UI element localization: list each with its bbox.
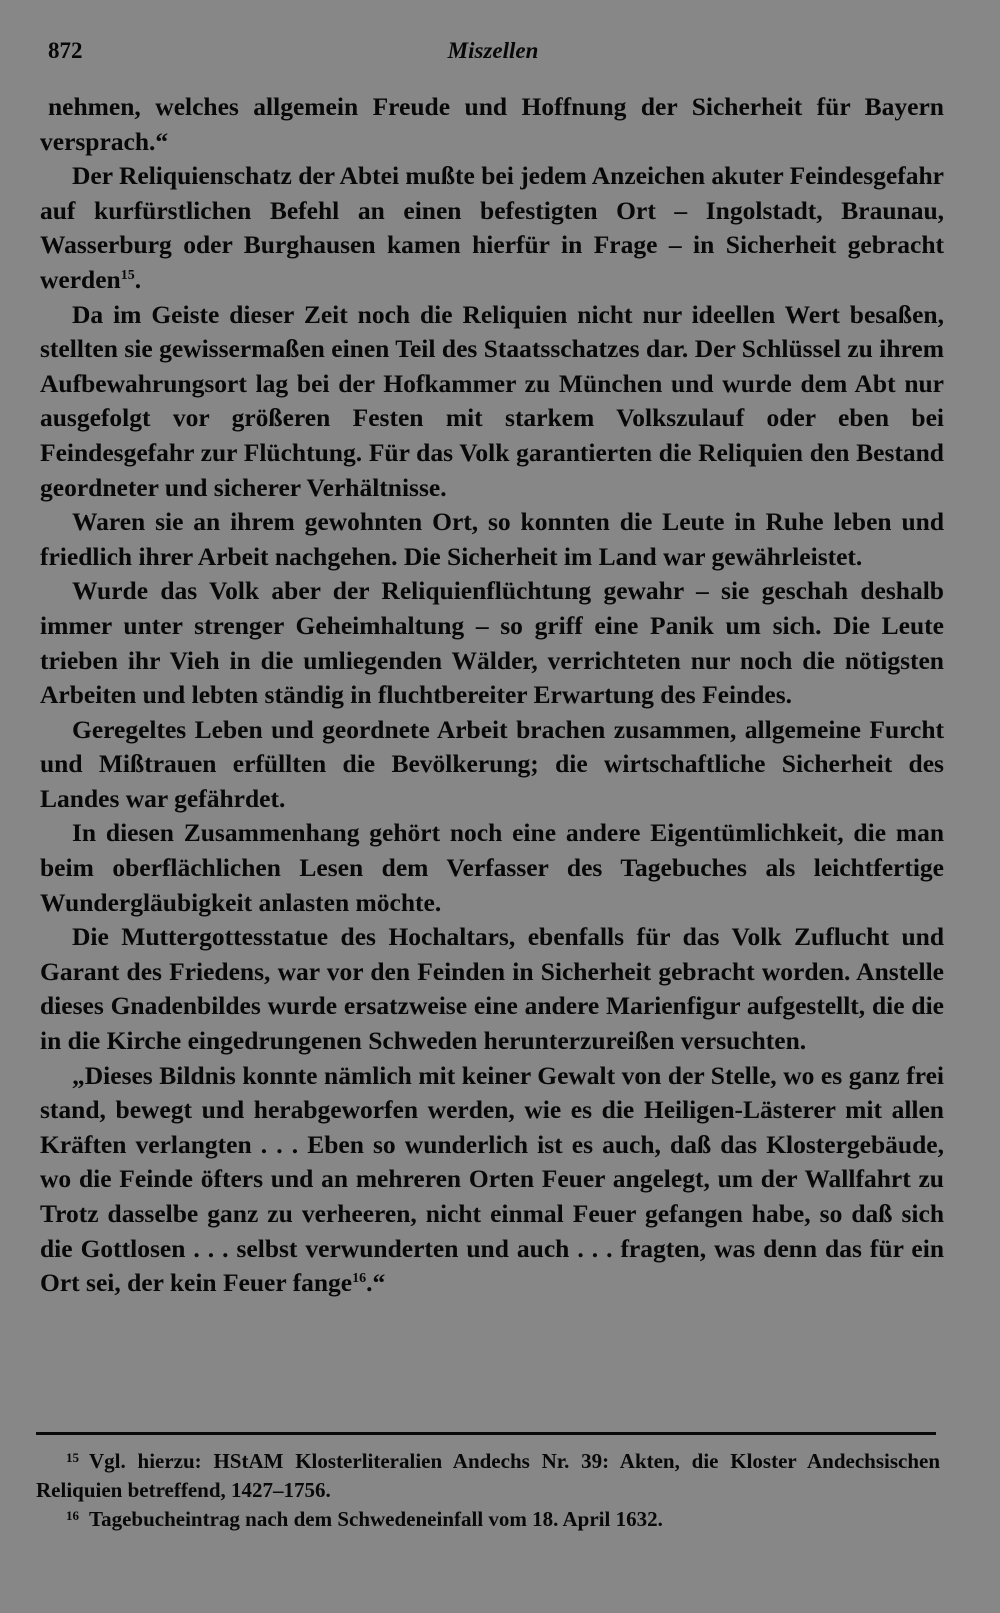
body-text — [40, 90, 944, 1301]
paragraph: In diesen Zusammenhang gehört noch eine andere Eigentümlichkeit, die man beim oberflächlichen Lesen dem Verfasser des Tagebuches als leichtfertige Wundergläubigkeit anlasten möchte. — [40, 818, 944, 917]
paragraph: Die Muttergottesstatue des Hochaltars, ebenfalls für das Volk Zuflucht und Garant des Friedens, war vor den Feinden in Sicherheit gebracht worden. Anstelle dieses Gnadenbildes wurde ersatzweise eine andere Marienfigur aufgestellt, die die in die Kirche eingedrungenen Schweden herunterzureißen versuchten. — [40, 922, 944, 1056]
footnote-reference[interactable]: 16 — [352, 1271, 367, 1287]
footnote-marker: 15 — [66, 1450, 79, 1465]
paragraph: Waren sie an ihrem gewohnten Ort, so konnten die Leute in Ruhe leben und friedlich ihrer Arbeit nachgehen. Die Sicherheit im Land war gewährleistet. — [40, 507, 944, 571]
footnote: $^{16}$ Tagebucheintrag nach dem Schwedeneinfall vom 18. April 1632. — [66, 1507, 663, 1531]
running-title: Miszellen — [447, 38, 539, 63]
paragraph: Da im Geiste dieser Zeit noch die Reliquien nicht nur ideellen Wert besaßen, stellten sie gewissermaßen einen Teil des Staatsschatzes dar. Der Schlüssel zu ihrem Aufbewahrungsort lag bei der Hofkammer zu München und wurde dem Abt nur ausgefolgt vor größeren Festen mit starkem Volkszulauf oder eben bei Feindesgefahr zur Flüchtung. Für das Volk garantierten die Reliquien den Bestand geordneter und sicherer Verhältnisse. — [40, 299, 944, 502]
footnote: $^{15}$ Vgl. hierzu: HStAM Klosterliteralien Andechs Nr. 39: Akten, die Kloster Andechsischen Reliquien betreffend, 1427–1756. — [36, 1449, 940, 1502]
paragraph: „Dieses Bildnis konnte nämlich mit keiner Gewalt von der Stelle, wo es ganz frei stand, bewegt und herabgeworfen werden, wie es die Heiligen-Lästerer mit allen Kräften verlangten . . . Eben so wunderlich ist es auch, daß das Klostergebäude, wo die Feinde öfters und an mehreren Orten Feuer angelegt, um der Wallfahrt zu Trotz dasselbe ganz zu verheeren, nicht einmal Feuer gefangen habe, so daß sich die Gottlosen . . . selbst verwunderten und auch . . . fragten, was denn das für ein Ort sei, der kein Feuer fange$^{16}$.“ — [40, 1060, 944, 1298]
page-header — [48, 32, 938, 66]
footnote-reference[interactable]: 15 — [120, 267, 135, 283]
paragraph: Wurde das Volk aber der Reliquienflüchtung gewahr – sie geschah deshalb immer unter strenger Geheimhaltung – so griff eine Panik um sich. Die Leute trieben ihr Vieh in die umliegenden Wälder, verrichteten nur noch die nötigsten Arbeiten und lebten ständig in fluchtbereiter Erwartung des Feindes. — [40, 576, 944, 710]
page-number: 872 — [48, 38, 83, 63]
paragraph: nehmen, welches allgemein Freude und Hoffnung der Sicherheit für Bayern versprach.“ — [40, 92, 944, 156]
paragraph: Geregeltes Leben und geordnete Arbeit brachen zusammen, allgemeine Furcht und Mißtrauen erfüllten die Bevölkerung; die wirtschaftliche Sicherheit des Landes war gefährdet. — [40, 714, 944, 813]
footnote-marker: 16 — [66, 1508, 79, 1523]
footnotes — [36, 1447, 940, 1534]
footnote-separator — [36, 1432, 936, 1435]
paragraph: Der Reliquienschatz der Abtei mußte bei jedem Anzeichen akuter Feindesgefahr auf kurfürstlichen Befehl an einen befestigten Ort – Ingolstadt, Braunau, Wasserburg oder Burghausen kamen hierfür in Frage – in Sicherheit gebracht werden$^{15}$. — [40, 161, 944, 294]
